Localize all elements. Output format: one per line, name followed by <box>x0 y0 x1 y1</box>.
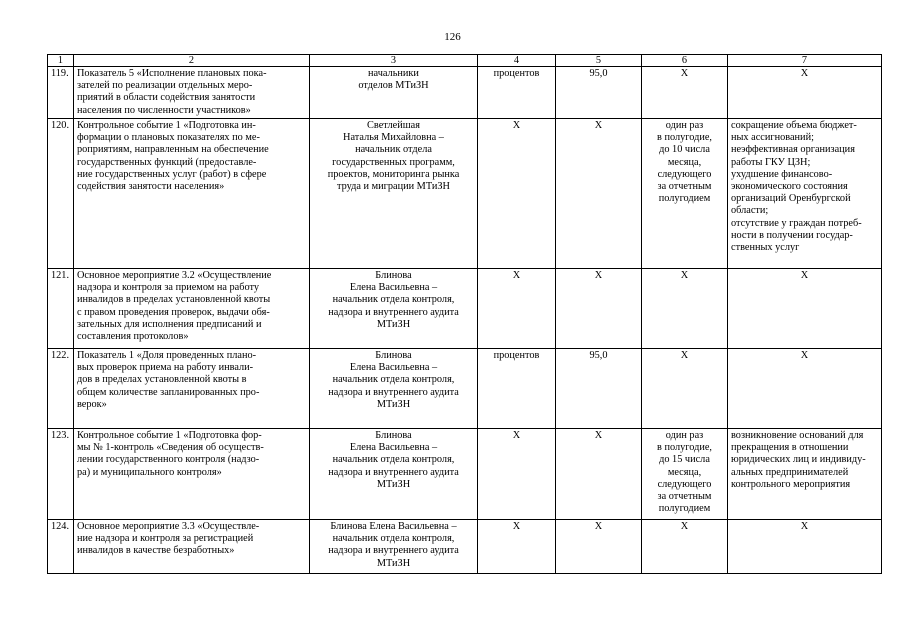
row-unit: Х <box>478 520 556 574</box>
row-name: Показатель 1 «Доля проведенных плано- вых проверок приема на работу инвали- дов в пределах установленной квоты в общем количестве запланированных про- верок» <box>74 349 310 429</box>
header-cell: 4 <box>478 55 556 67</box>
row-term: Х <box>642 349 728 429</box>
header-cell: 2 <box>74 55 310 67</box>
row-unit: Х <box>478 119 556 269</box>
row-number: 124. <box>48 520 74 574</box>
row-value: 95,0 <box>556 349 642 429</box>
row-responsible: Блинова Елена Васильевна – начальник отдела контроля, надзора и внутреннего аудита МТиЗН <box>310 349 478 429</box>
row-value: 95,0 <box>556 67 642 119</box>
row-number: 119. <box>48 67 74 119</box>
row-term: один раз в полугодие, до 10 числа месяца, следующего за отчетным полугодием <box>642 119 728 269</box>
table-row <box>48 67 882 119</box>
row-unit: Х <box>478 429 556 520</box>
row-risks: Х <box>728 520 882 574</box>
row-value: Х <box>556 269 642 349</box>
row-responsible: Блинова Елена Васильевна – начальник отдела контроля, надзора и внутреннего аудита МТиЗН <box>310 520 478 574</box>
table-row <box>48 119 882 269</box>
row-risks: Х <box>728 349 882 429</box>
row-risks: Х <box>728 269 882 349</box>
program-table <box>47 54 882 574</box>
header-row <box>48 55 882 67</box>
row-responsible: Светлейшая Наталья Михайловна – начальник отдела государственных программ, проектов, мониторинга рынка труда и миграции МТиЗН <box>310 119 478 269</box>
header-cell: 6 <box>642 55 728 67</box>
row-responsible: Блинова Елена Васильевна – начальник отдела контроля, надзора и внутреннего аудита МТиЗН <box>310 269 478 349</box>
row-risks: сокращение объема бюджет- ных ассигнований; неэффективная организация работы ГКУ ЦЗН; ухудшение финансово- экономического состояния организаций Оренбургской области; отсутствие у граждан потреб- ности в получении государ- ственных услуг <box>728 119 882 269</box>
row-number: 123. <box>48 429 74 520</box>
row-number: 121. <box>48 269 74 349</box>
row-name: Основное мероприятие 3.2 «Осуществление надзора и контроля за приемом на работу инвалидов в пределах установленной квоты с правом проведения проверок, выдачи обя- зательных для исполнения предписаний и составления протоколов» <box>74 269 310 349</box>
header-cell: 7 <box>728 55 882 67</box>
row-risks: возникновение оснований для прекращения в отношении юридических лиц и индивиду- альных предпринимателей контрольного мероприятия <box>728 429 882 520</box>
row-name: Контрольное событие 1 «Подготовка фор- мы № 1-контроль «Сведения об осуществ- лении государственного контроля (надзо- ра) и муниципального контроля» <box>74 429 310 520</box>
row-risks: Х <box>728 67 882 119</box>
row-term: один раз в полугодие, до 15 числа месяца, следующего за отчетным полугодием <box>642 429 728 520</box>
page-number: 126 <box>444 31 461 43</box>
row-number: 122. <box>48 349 74 429</box>
row-unit: Х <box>478 269 556 349</box>
table-row <box>48 349 882 429</box>
row-value: Х <box>556 429 642 520</box>
row-term: Х <box>642 520 728 574</box>
row-number: 120. <box>48 119 74 269</box>
row-name: Показатель 5 «Исполнение плановых пока- зателей по реализации отдельных меро- приятий в области содействия занятости населения по численности участников» <box>74 67 310 119</box>
row-unit: процентов <box>478 67 556 119</box>
header-cell: 1 <box>48 55 74 67</box>
table-row <box>48 520 882 574</box>
row-value: Х <box>556 119 642 269</box>
row-name: Контрольное событие 1 «Подготовка ин- формации о плановых показателях по ме- роприятиям, направленным на обеспечение государственных функций (предоставле- ние государственных услуг (работ) в сфере содействия занятости населения» <box>74 119 310 269</box>
row-term: Х <box>642 269 728 349</box>
row-name: Основное мероприятие 3.3 «Осуществле- ние надзора и контроля за регистрацией инвалидов в качестве безработных» <box>74 520 310 574</box>
table-row <box>48 269 882 349</box>
row-responsible: Блинова Елена Васильевна – начальник отдела контроля, надзора и внутреннего аудита МТиЗН <box>310 429 478 520</box>
row-responsible: начальники отделов МТиЗН <box>310 67 478 119</box>
header-cell: 5 <box>556 55 642 67</box>
table-row <box>48 429 882 520</box>
header-cell: 3 <box>310 55 478 67</box>
row-unit: процентов <box>478 349 556 429</box>
row-term: Х <box>642 67 728 119</box>
row-value: Х <box>556 520 642 574</box>
